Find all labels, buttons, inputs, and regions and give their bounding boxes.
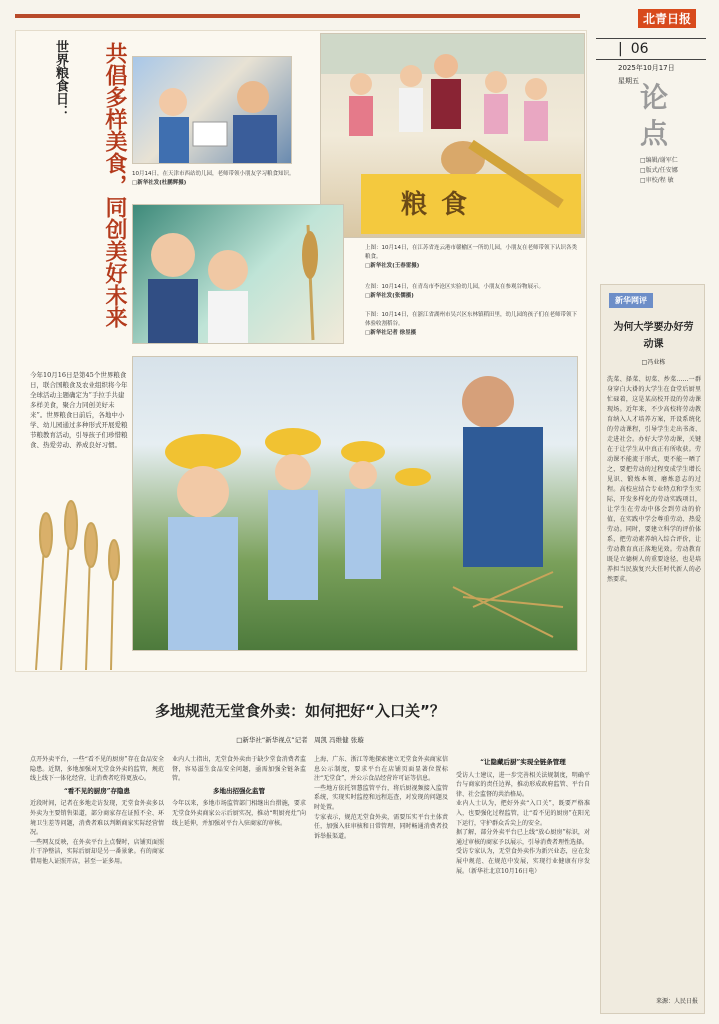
photo-qingdao-exhibit xyxy=(132,204,344,344)
article-byline: □新华社“新华视点”记者 周凯 冯维健 张璇 xyxy=(236,736,364,744)
article-paragraph: 上海、广东、浙江等地探索建立无堂食外卖商家信息公示制度，要求平台在店铺页面显著位置标注“无堂食”，并公示食品经营许可证等信息。 xyxy=(314,756,448,783)
issue-date: 2025年10月17日 xyxy=(618,64,675,72)
wheat-illustration xyxy=(16,495,131,670)
feature-lead: 今年10月16日是第45个世界粮食日，联合国粮食及农业组织将今年全球活动主题确定为“手拉手共建多样美食，聚合力同创美好未来”。世界粮食日前后，各地中小学、幼儿园通过多种形式开展爱粮节粮教育活动，引导孩子们珍惜粮食、热爱劳动、养成良好习惯。 xyxy=(30,371,128,449)
editor-line: □编辑/谢军仁 xyxy=(640,157,678,164)
article-paragraph: 受访人士建议，进一步完善相关法规制度，明确平台与商家的责任边界，推动形成政府监管、平台自律、社会监督的共治格局。 xyxy=(456,771,590,798)
article-paragraph: 今年以来，多地市场监管部门相继出台措施，要求无堂食外卖商家公示后厨实况，推动“明厨亮灶”向线上延伸，并加强对平台入驻商家的审核。 xyxy=(172,800,306,827)
commentary-source: 来源：人民日报 xyxy=(655,998,698,1005)
commentary-box xyxy=(600,284,705,1014)
newspaper-logo: 北青日报 xyxy=(638,9,696,28)
issue-weekday: 星期五 xyxy=(618,77,639,85)
article-column xyxy=(30,755,164,1017)
article-subhead: “看不见的厨房”存隐患 xyxy=(64,786,130,795)
article-paragraph: 一些网友反映，在外卖平台上点餐时，店铺页面照片干净整洁，实际后厨却是另一番景象。有的商家借用他人证照开店，甚至一证多用。 xyxy=(30,838,164,865)
article-column xyxy=(314,755,448,1017)
feature-headline: 共倡多样美食，同创美好未来 xyxy=(102,42,127,328)
caption-photo-qingdao: 左图：10月14日，在青岛市李沧区实验幼儿园，小朋友在参观谷物展示。 □新华社发(张儒摄) xyxy=(365,284,544,299)
commentary-author: □冯业栋 xyxy=(641,359,666,366)
article-column xyxy=(456,755,590,1017)
editor-line: □版式/任安娜 xyxy=(640,167,678,174)
caption-photo-tianjin: 10月14日，在天津市西站幼儿园，老师带领小朋友学习粮食知识。 □新华社发(杜鹏辉摄) xyxy=(132,171,295,186)
page-number: | 06 xyxy=(596,38,706,60)
commentary-body: 洗菜、择菜、切菜、炒菜……一群身穿白大褂的大学生在食堂后厨里忙碌着，这是某高校开设的劳动课现场。近年来，不少高校将劳动教育纳入人才培养方案，开设系统化的劳动课程，引导学生走出书斋、走进社会。办好大学劳动课，关键在于让学生从中真正有所收获。劳动课不能流于形式，更不能一晒了之，要把劳动的过程变成学生增长见识、锻炼本领、磨炼意志的过程。高校应结合专业特点和学生实际，开发多样化的劳动实践项目，让学生在劳动中体会到劳动的价值，在实践中学会尊重劳动、热爱劳动。同时，要建立科学的评价体系，把劳动素养纳入综合评价，让劳动教育真正落地见效。劳动教育既是立德树人的重要途径，也是培养担当民族复兴大任时代新人的必然要求。 xyxy=(607,376,701,583)
article-subhead: 多地出招强化监管 xyxy=(213,786,265,795)
editor-line: □审校/程 敏 xyxy=(640,177,674,184)
photo-tianjin xyxy=(132,56,292,164)
article-paragraph: 近段时间，记者在多地走访发现，无堂食外卖多以外卖为主要销售渠道，部分商家存在证照不全、环境卫生差等问题，消费者难以判断商家实际经营情况。 xyxy=(30,800,164,837)
article-column xyxy=(172,755,306,1017)
article-paragraph: 业内人士指出，无堂食外卖由于缺少堂食消费者监督，容易滋生食品安全问题，亟需加强全链条监管。 xyxy=(172,756,306,783)
photo-huzhou-rice-field xyxy=(132,356,578,651)
commentary-title: 为何大学要办好劳动课 xyxy=(613,322,694,350)
article-paragraph: 据了解，部分外卖平台已上线“放心厨房”标识，对通过审核的商家予以展示，引导消费者理性选择。 xyxy=(456,829,590,846)
children-icon xyxy=(133,57,292,164)
article-paragraph: 业内人士认为，把好外卖“入口关”，既要严格准入，也要强化过程监管，让“看不见的厨房”在阳光下运行，守护群众舌尖上的安全。 xyxy=(456,800,590,827)
article-subhead: “让隐藏后厨”实现全链条管理 xyxy=(480,758,566,766)
top-rule xyxy=(15,14,580,18)
article-paragraph: 专家表示，规范无堂食外卖，需要压实平台主体责任，加强入驻审核和日常管理，同时畅通消费者投诉举报渠道。 xyxy=(314,813,448,840)
feature-kicker: 世界粮食日： xyxy=(53,40,68,118)
commentary-tag: 新华网评 xyxy=(609,293,653,308)
article-body xyxy=(30,755,590,1017)
sign-grain-text: 粮食 xyxy=(401,190,482,220)
photo-kindergarten-grains xyxy=(320,33,585,238)
article-paragraph: 受访专家认为，无堂食外卖作为新兴业态，应在发展中规范、在规范中发展，实现行业健康有序发展。（新华社北京10月16日电） xyxy=(456,848,590,875)
article-paragraph: 一些地方依托智慧监管平台，将后厨视频接入监管系统，实现实时监控和远程巡查，对发现的问题及时处置。 xyxy=(314,784,448,811)
caption-photo-huzhou: 下图：10月14日，在浙江省湖州市吴兴区东林镇稻田里，幼儿园的孩子们在老师带领下体验收割稻谷。 □新华社记者 徐昱摄 xyxy=(365,312,577,336)
section-title: 论点 xyxy=(640,81,669,150)
editors-list xyxy=(640,156,678,186)
children-harvesting-icon xyxy=(133,357,578,651)
caption-photo-kindergarten: 上图：10月14日，在江苏省连云港市赣榆区一所幼儿园，小朋友在老师带领下认识各类粮食。 □新华社发(王春雷摄) xyxy=(365,245,577,269)
children-at-exhibit-icon xyxy=(133,205,344,344)
article-paragraph: 点开外卖平台，一些“看不见的厨房”存在食品安全隐患。近期，多地加强对无堂食外卖的监管，规范线上线下一体化经营，让消费者吃得更放心。 xyxy=(30,756,164,783)
article-title: 多地规范无堂食外卖：如何把好“入口关”？ xyxy=(155,702,445,720)
